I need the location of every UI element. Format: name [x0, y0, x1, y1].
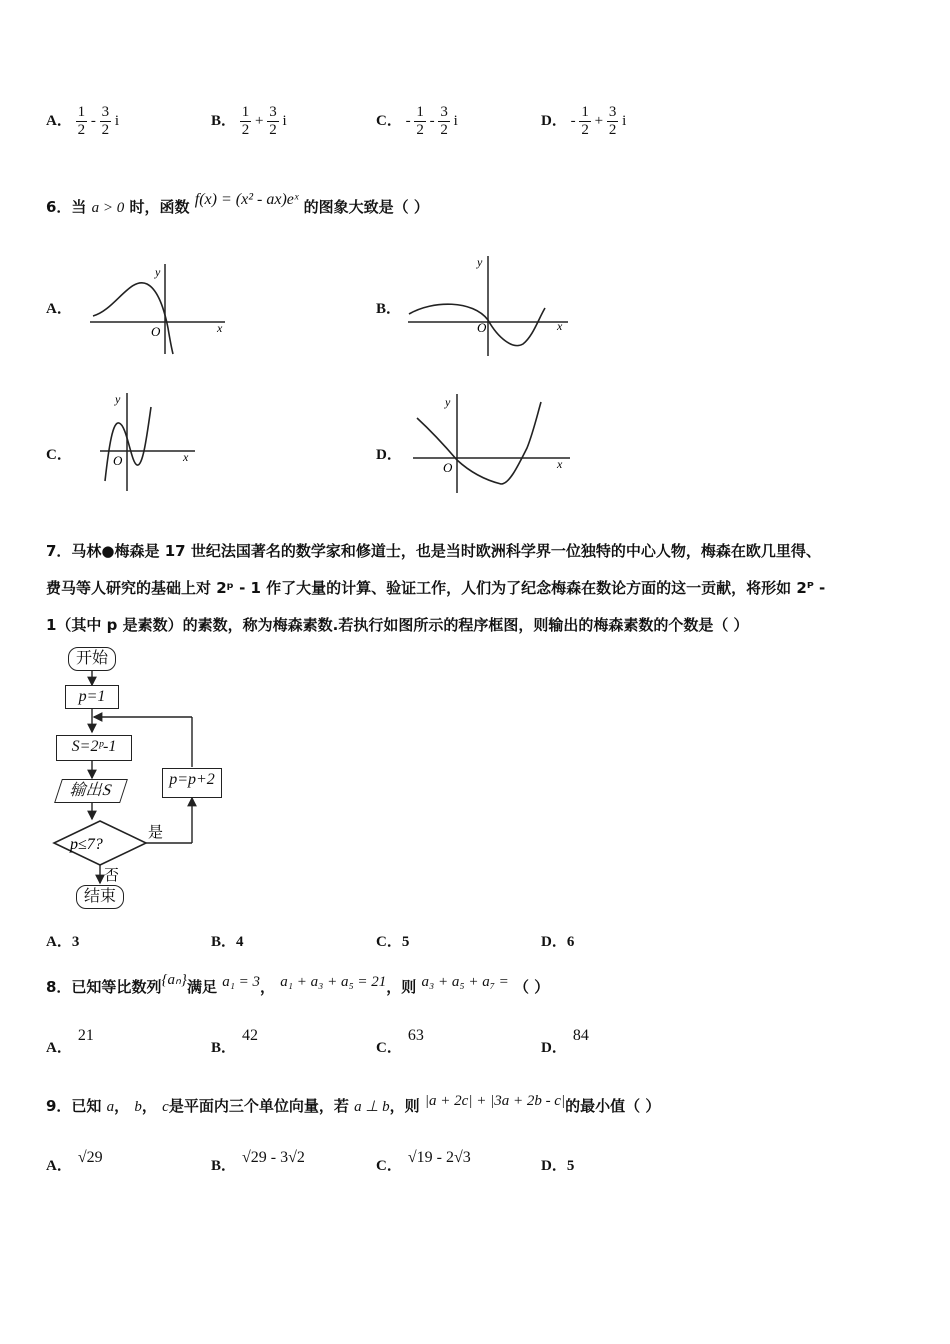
flow-output: 输出S: [54, 779, 128, 803]
x-label: x: [183, 450, 189, 464]
q9-stem: [46, 1095, 660, 1116]
option-value: 5: [566, 1158, 575, 1174]
option-label: A．: [46, 112, 72, 129]
option-label: A．: [46, 934, 72, 950]
option-value: 21: [77, 1027, 94, 1044]
origin-label: O: [443, 460, 453, 475]
x-label: x: [557, 319, 563, 333]
q9-b: b: [134, 1099, 142, 1115]
q7-option-c[interactable]: [376, 930, 409, 951]
num: 3: [608, 104, 617, 120]
q9-a: a: [106, 1099, 115, 1115]
option-label: C．: [376, 1158, 402, 1174]
den: 2: [77, 122, 86, 138]
den: 2: [581, 122, 589, 138]
num: 1: [241, 104, 250, 120]
num: 1: [77, 104, 86, 120]
q8-eq3: a₃ + a₅ + a₇ =: [421, 974, 509, 990]
q9-option-d[interactable]: [541, 1154, 574, 1175]
sign: -: [570, 112, 576, 129]
yes-label: 是: [148, 825, 164, 841]
option-label: D．: [541, 1040, 567, 1056]
q8-eq1: a₁ = 3: [222, 974, 261, 990]
origin-label: O: [477, 320, 487, 335]
q7-line-1: 7．马林●梅森是 17 世纪法国著名的数学家和修道士，也是当时欧洲科学界一位独特的中心人物，梅森在欧几里得、: [46, 542, 821, 560]
option-value: √29: [77, 1149, 103, 1166]
q7-option-a[interactable]: [46, 930, 79, 951]
q7-line-3: 1（其中 p 是素数）的素数，称为梅森素数.若执行如图所示的程序框图，则输出的梅森素数的个数是（ ）: [46, 616, 749, 634]
curve: [105, 407, 151, 481]
q5-option-b[interactable]: [211, 104, 287, 139]
q9-c: c: [162, 1099, 169, 1115]
q6-suffix: 的图象大致是（ ）: [303, 198, 429, 216]
q9-option-a[interactable]: [46, 1149, 103, 1175]
q9-suffix: 的最小值（ ）: [565, 1097, 661, 1115]
q8-option-b[interactable]: [211, 1027, 259, 1057]
q9-prefix: 9．已知: [46, 1097, 102, 1115]
q6-graph-c[interactable]: [95, 385, 200, 495]
q6-graph-a[interactable]: [85, 258, 230, 358]
option-label: B．: [211, 934, 237, 950]
q8-mid: 满足: [186, 978, 217, 996]
q5-option-d[interactable]: [541, 104, 626, 139]
operator: +: [594, 112, 604, 129]
sign: -: [405, 112, 411, 129]
q6-prefix: 6．当: [46, 198, 87, 216]
q6-condition: a > 0: [91, 200, 125, 216]
den: 2: [440, 122, 448, 138]
den: 2: [269, 122, 277, 138]
q6-option-b-label[interactable]: B．: [376, 301, 402, 317]
q8-option-d[interactable]: [541, 1027, 589, 1057]
option-label: C．: [376, 934, 402, 950]
option-value: 63: [407, 1027, 424, 1044]
origin-label: O: [113, 453, 123, 468]
fraction: [76, 104, 88, 139]
option-value: 3: [71, 934, 80, 950]
option-value: 6: [566, 934, 575, 950]
q8-comma: ，: [260, 978, 276, 996]
fraction: [414, 104, 426, 139]
decision-text: p≤7?: [70, 836, 103, 853]
q8-stem: [46, 972, 550, 997]
q8-then: ，则: [386, 978, 417, 996]
option-label: C．: [376, 112, 402, 129]
option-label: B．: [211, 1158, 237, 1174]
no-label: 否: [104, 868, 120, 884]
y-label: y: [477, 255, 483, 269]
q8-option-a[interactable]: [46, 1027, 94, 1057]
q6-mid: 时，函数: [129, 198, 190, 216]
q7-flowchart: [50, 645, 230, 915]
q8-seq: {aₙ}: [161, 972, 187, 988]
q8-prefix: 8．已知等比数列: [46, 978, 162, 996]
option-value: √19 - 2√3: [407, 1149, 471, 1166]
q7-option-d[interactable]: [541, 930, 574, 951]
q5-option-a[interactable]: [46, 104, 119, 139]
q9-expr: |a + 2c| + |3a + 2b - c|: [424, 1093, 566, 1109]
flow-init: p=1: [65, 685, 119, 709]
option-label: D．: [541, 112, 567, 129]
q9-sep: ，: [141, 1097, 157, 1115]
q9-then: ，则: [389, 1097, 420, 1115]
num: 3: [440, 104, 448, 120]
origin-label: O: [151, 324, 161, 339]
x-label: x: [217, 321, 223, 335]
q9-option-c[interactable]: [376, 1149, 471, 1175]
num: 3: [269, 104, 277, 120]
q9-perp: a ⊥ b: [354, 1099, 390, 1115]
den: 2: [241, 122, 250, 138]
y-label: y: [155, 265, 161, 279]
q8-option-c[interactable]: [376, 1027, 424, 1057]
num: 1: [416, 104, 424, 120]
option-label: D．: [541, 1158, 567, 1174]
fraction: [100, 104, 112, 139]
imag-unit: i: [453, 112, 458, 129]
option-label: B．: [211, 112, 237, 129]
flow-assign: S=2ᵖ-1: [56, 735, 132, 761]
q9-option-b[interactable]: [211, 1149, 305, 1175]
q8-suffix: （ ）: [514, 978, 550, 996]
flow-update: p=p+2: [162, 768, 222, 798]
q6-formula: f(x) = (x² - ax)eˣ: [194, 191, 299, 208]
fraction: [240, 104, 252, 139]
q7-option-b[interactable]: [211, 930, 244, 951]
option-label: B．: [211, 1040, 237, 1056]
fraction: [579, 104, 591, 139]
y-label: y: [115, 392, 121, 406]
operator: -: [90, 112, 96, 129]
num: 1: [581, 104, 589, 120]
q6-stem: [46, 191, 429, 217]
q6-option-a-label[interactable]: A．: [46, 301, 72, 317]
flow-start: 开始: [68, 647, 116, 671]
fraction: [607, 104, 619, 139]
curve: [417, 402, 541, 484]
imag-unit: i: [622, 112, 627, 129]
flow-end: 结束: [76, 885, 124, 909]
option-value: 42: [242, 1027, 259, 1044]
option-value: √29 - 3√2: [242, 1149, 305, 1166]
q6-option-c-label[interactable]: C．: [46, 447, 72, 463]
option-label: C．: [376, 1040, 402, 1056]
den: 2: [101, 122, 110, 138]
option-value: 4: [236, 934, 244, 950]
q6-graph-d[interactable]: [405, 388, 575, 496]
fraction: [267, 104, 279, 139]
q9-mid: 是平面内三个单位向量，若: [168, 1097, 349, 1115]
imag-unit: i: [282, 112, 287, 129]
x-label: x: [557, 457, 563, 471]
option-label: A．: [46, 1040, 72, 1056]
num: 3: [101, 104, 110, 120]
q7-line-2: 费马等人研究的基础上对 2ᵖ - 1 作了大量的计算、验证工作，人们为了纪念梅森在数论方面的这一贡献，将形如 2ᴾ -: [46, 579, 826, 597]
fraction: [438, 104, 450, 139]
option-value: 5: [401, 934, 410, 950]
den: 2: [608, 122, 617, 138]
curve: [93, 283, 173, 354]
operator: -: [429, 112, 435, 129]
q6-graph-b[interactable]: [403, 250, 573, 360]
y-label: y: [445, 395, 451, 409]
q5-options: [0, 98, 950, 154]
option-value: 84: [572, 1027, 589, 1044]
option-label: A．: [46, 1158, 72, 1174]
q8-eq2: a₁ + a₃ + a₅ = 21: [280, 974, 387, 990]
imag-unit: i: [114, 112, 120, 129]
option-label: D．: [541, 934, 567, 950]
q6-option-d-label[interactable]: D．: [376, 447, 402, 463]
q9-sep: ，: [114, 1097, 130, 1115]
den: 2: [416, 122, 424, 138]
operator: +: [255, 112, 264, 129]
q5-option-c[interactable]: [376, 104, 458, 139]
